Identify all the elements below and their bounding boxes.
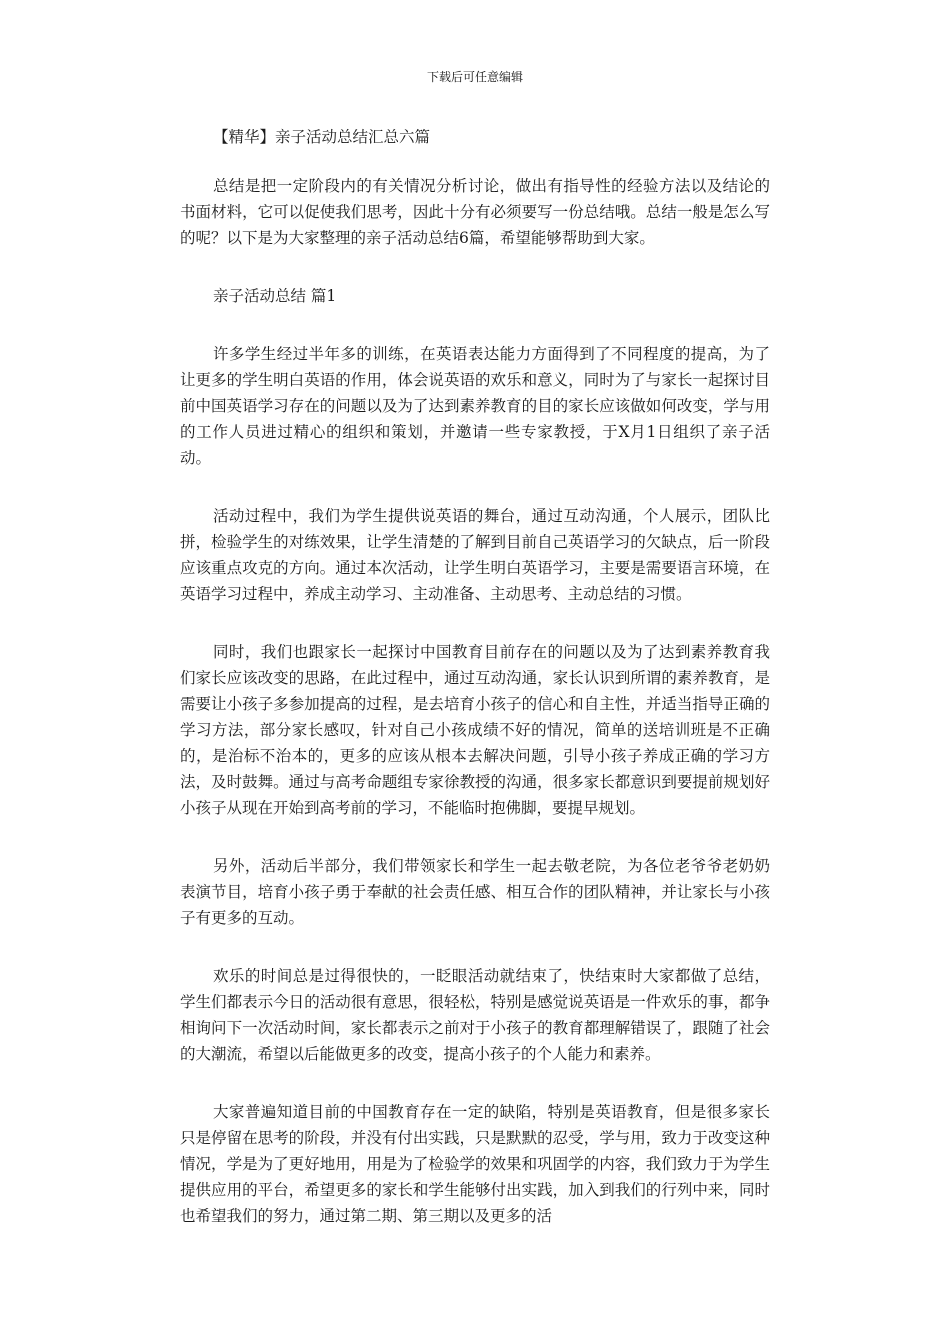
header-note: 下载后可任意编辑 (426, 70, 523, 84)
document-title: 【精华】亲子活动总结汇总六篇 (213, 128, 431, 146)
body-paragraph: 许多学生经过半年多的训练，在英语表达能力方面得到了不同程度的提高，为了让更多的学生明白英语的作用，体会说英语的欢乐和意义，同时为了与家长一起探讨目前中国英语学习存在的问题以及为了达到素养教育的目的家长应该做如何改变，学与用的工作人员进过精心的组织和策划，并邀请一些专家教授，于X月1日组织了亲子活动。 (180, 345, 770, 467)
body-paragraph: 活动过程中，我们为学生提供说英语的舞台，通过互动沟通，个人展示，团队比拼，检验学生的对练效果，让学生清楚的了解到目前自己英语学习的欠缺点，后一阶段应该重点攻克的方向。通过本次活动，让学生明白英语学习，主要是需要语言环境，在英语学习过程中，养成主动学习、主动准备、主动思考、主动总结的习惯。 (180, 507, 770, 603)
body-paragraph: 欢乐的时间总是过得很快的，一眨眼活动就结束了，快结束时大家都做了总结，学生们都表示今日的活动很有意思，很轻松，特别是感觉说英语是一件欢乐的事，都争相询问下一次活动时间，家长都表示之前对于小孩子的教育都理解错误了，跟随了社会的大潮流，希望以后能做更多的改变，提高小孩子的个人能力和素养。 (180, 967, 770, 1063)
intro-paragraph: 总结是把一定阶段内的有关情况分析讨论，做出有指导性的经验方法以及结论的书面材料，它可以促使我们思考，因此十分有必须要写一份总结哦。总结一般是怎么写的呢？以下是为大家整理的亲子活动总结6篇，希望能够帮助到大家。 (180, 177, 770, 247)
body-paragraph: 同时，我们也跟家长一起探讨中国教育目前存在的问题以及为了达到素养教育我们家长应该改变的思路，在此过程中，通过互动沟通，家长认识到所谓的素养教育，是需要让小孩子多参加提高的过程，是去培育小孩子的信心和自主性，并适当指导正确的学习方法，部分家长感叹，针对自己小孩成绩不好的情况，简单的送培训班是不正确的，是治标不治本的，更多的应该从根本去解决问题，引导小孩子养成正确的学习方法，及时鼓舞。通过与高考命题组专家徐教授的沟通，很多家长都意识到要提前规划好小孩子从现在开始到高考前的学习，不能临时抱佛脚，要提早规划。 (180, 643, 770, 817)
body-paragraph: 大家普遍知道目前的中国教育存在一定的缺陷，特别是英语教育，但是很多家长只是停留在思考的阶段，并没有付出实践，只是默默的忍受，学与用，致力于改变这种情况，学是为了更好地用，用是为了检验学的效果和巩固学的内容，我们致力于为学生提供应用的平台，希望更多的家长和学生能够付出实践，加入到我们的行列中来，同时也希望我们的努力，通过第二期、第三期以及更多的活 (180, 1103, 770, 1225)
section-heading: 亲子活动总结 篇1 (213, 287, 337, 305)
document-body (180, 173, 770, 1261)
body-paragraph: 另外，活动后半部分，我们带领家长和学生一起去敬老院，为各位老爷爷老奶奶表演节目，培育小孩子勇于奉献的社会责任感、相互合作的团队精神，并让家长与小孩子有更多的互动。 (180, 857, 770, 927)
